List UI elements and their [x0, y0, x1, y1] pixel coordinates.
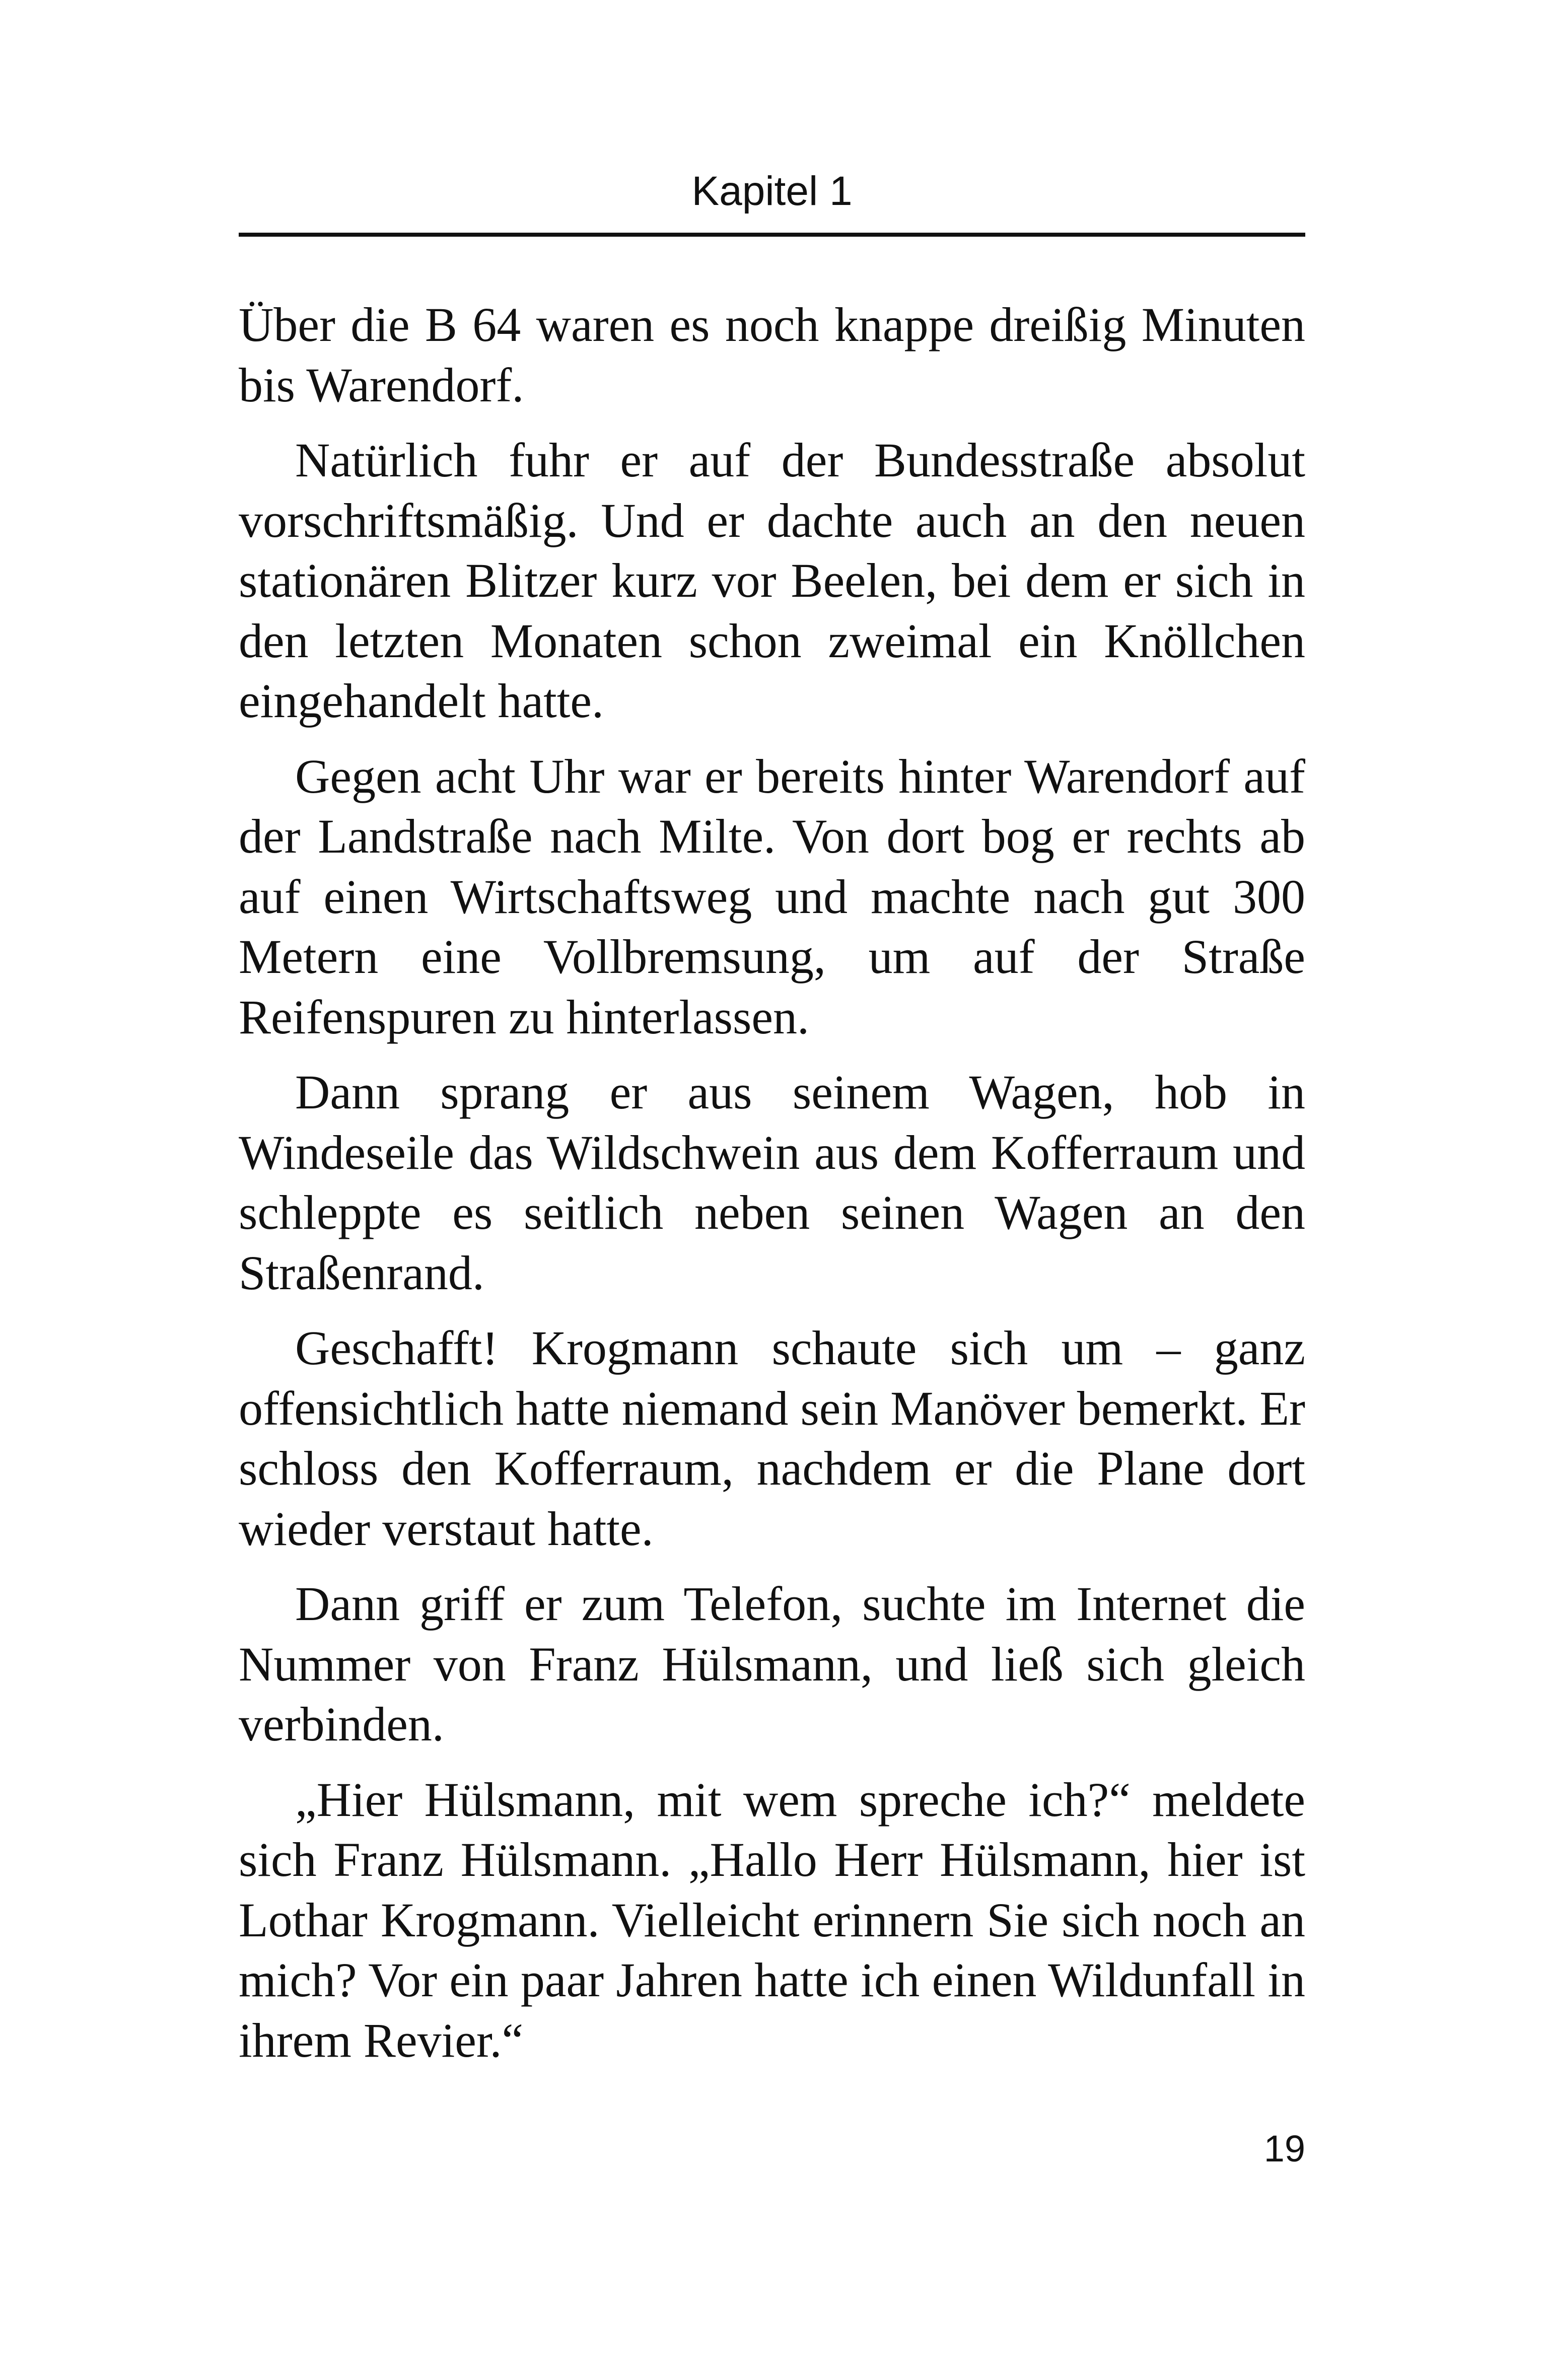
paragraph-2: Natürlich fuhr er auf der Bundesstraße absolut vorschriftsmäßig. Und er dachte auch an den neuen stationären Blitzer kurz vor Beelen, bei dem er sich in den letzten Monaten schon zweimal ein Knöllchen eingehandelt hatte. [239, 433, 1305, 728]
body-text [239, 295, 1305, 2085]
chapter-title: Kapitel 1 [691, 168, 853, 214]
header-rule [239, 233, 1305, 237]
page-number: 19 [1263, 2128, 1305, 2169]
paragraph-4: Dann sprang er aus seinem Wagen, hob in Windeseile das Wildschwein aus dem Kofferraum und schleppte es seitlich neben seinen Wagen an den Straßenrand. [239, 1065, 1305, 1300]
paragraph-3: Gegen acht Uhr war er bereits hinter Warendorf auf der Landstraße nach Milte. Von dort bog er rechts ab auf einen Wirtschaftsweg und machte nach gut 300 Metern eine Vollbremsung, um auf der Straße Reifenspuren zu hinterlassen. [239, 749, 1305, 1044]
paragraph-6: Dann griff er zum Telefon, suchte im Internet die Nummer von Franz Hülsmann, und ließ sich gleich verbinden. [239, 1577, 1305, 1751]
paragraph-5: Geschafft! Krogmann schaute sich um – ganz offensichtlich hatte niemand sein Manöver bemerkt. Er schloss den Kofferraum, nachdem er die Plane dort wieder verstaut hatte. [239, 1321, 1305, 1556]
paragraph-1: Über die B 64 waren es noch knappe dreißig Minuten bis Warendorf. [239, 298, 1305, 412]
paragraph-7: „Hier Hülsmann, mit wem spreche ich?“ meldete sich Franz Hülsmann. „Hallo Herr Hülsmann, hier ist Lothar Krogmann. Vielleicht erinnern Sie sich noch an mich? Vor ein paar Jahren hatte ich einen Wildunfall in ihrem Revier.“ [239, 1772, 1305, 2067]
